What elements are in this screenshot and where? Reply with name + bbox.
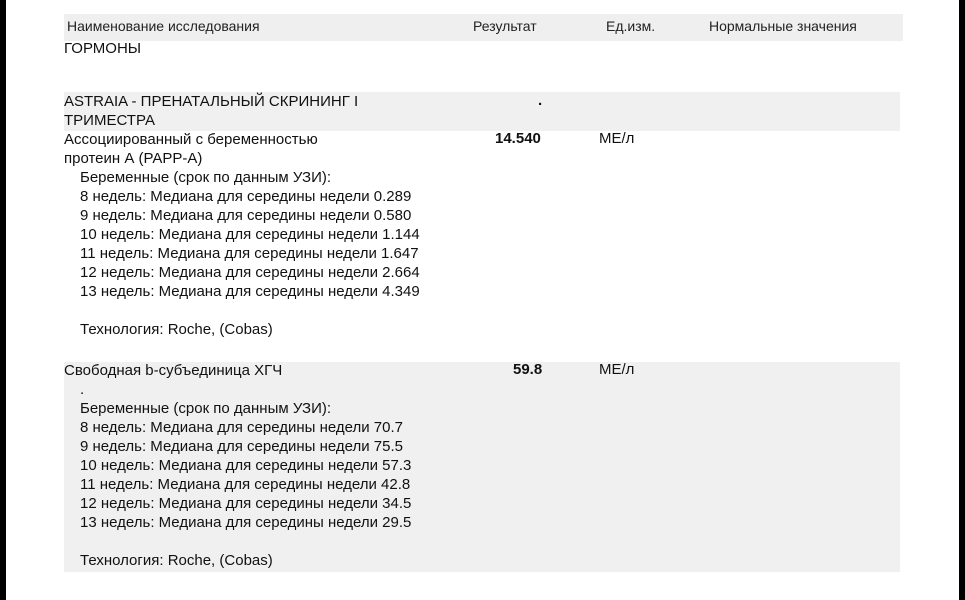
astraia-result: .	[538, 92, 543, 109]
pappa-name-line1: Ассоциированный с беременностью	[64, 131, 318, 148]
hcg-note: 8 недель: Медиана для середины недели 70.7	[80, 419, 403, 436]
hcg-name: Свободная b-субъединица ХГЧ	[64, 362, 283, 379]
astraia-title	[64, 92, 358, 130]
hcg-note: 10 недель: Медиана для середины недели 57.3	[80, 457, 412, 474]
hcg-notes-header: Беременные (срок по данным УЗИ):	[80, 400, 332, 417]
hcg-note: 9 недель: Медиана для середины недели 75.5	[80, 438, 403, 455]
hcg-unit: МЕ/л	[599, 361, 635, 378]
lab-report-page	[6, 0, 959, 600]
pappa-name-line2: протеин А (PAPP-A)	[64, 150, 203, 167]
pappa-unit: МЕ/л	[599, 130, 635, 147]
header-result-column: Результат	[473, 18, 537, 34]
hcg-note: 13 недель: Медиана для середины недели 29.5	[80, 514, 412, 531]
hcg-result: 59.8	[513, 361, 543, 378]
astraia-title-line2: ТРИМЕСТРА	[64, 112, 155, 129]
section-title: ГОРМОНЫ	[64, 40, 142, 57]
hcg-dot: .	[80, 381, 85, 398]
hcg-block	[64, 361, 411, 570]
pappa-technology: Технология: Roche, (Cobas)	[80, 321, 273, 338]
pappa-note: 9 недель: Медиана для середины недели 0.580	[80, 207, 412, 224]
table-header	[64, 14, 903, 41]
hcg-note: 11 недель: Медиана для середины недели 42.8	[80, 476, 411, 493]
astraia-title-line1: ASTRAIA - ПРЕНАТАЛЬНЫЙ СКРИНИНГ I	[64, 93, 359, 110]
header-unit-column: Ед.изм.	[606, 18, 656, 34]
pappa-note: 11 недель: Медиана для середины недели 1.647	[80, 245, 419, 262]
pappa-result: 14.540	[495, 130, 541, 147]
pappa-note: 12 недель: Медиана для середины недели 2.664	[80, 264, 420, 281]
pappa-notes-header: Беременные (срок по данным УЗИ):	[80, 169, 332, 186]
pappa-note: 10 недель: Медиана для середины недели 1.144	[80, 226, 420, 243]
pappa-block	[64, 130, 420, 339]
header-name-column: Наименование исследования	[67, 18, 260, 34]
hcg-note: 12 недель: Медиана для середины недели 34.5	[80, 495, 412, 512]
header-norm-column: Нормальные значения	[709, 18, 857, 34]
hcg-technology: Технология: Roche, (Cobas)	[80, 552, 273, 569]
pappa-note: 13 недель: Медиана для середины недели 4.349	[80, 283, 420, 300]
pappa-note: 8 недель: Медиана для середины недели 0.289	[80, 188, 412, 205]
